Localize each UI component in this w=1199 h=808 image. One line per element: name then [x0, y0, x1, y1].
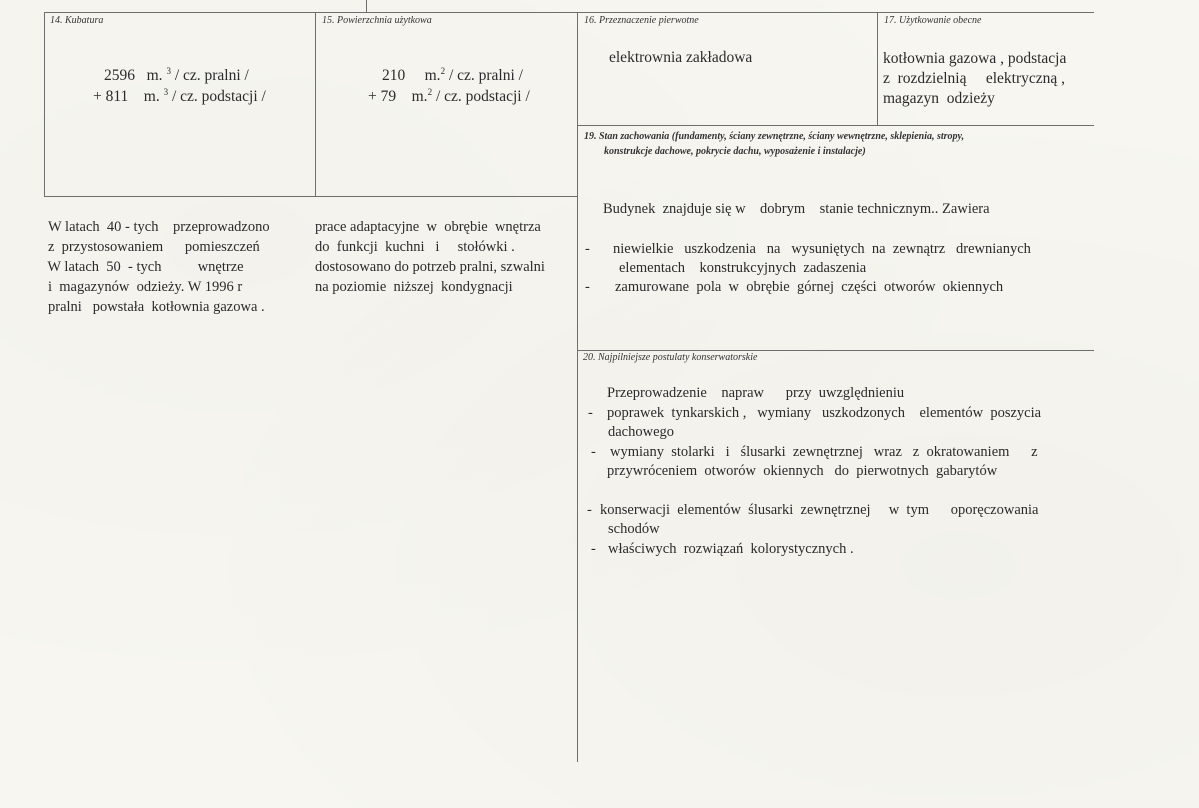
uzytkowanie-line-3: magazyn odzieży — [883, 90, 995, 107]
stan-item-1-line-1: niewielkie uszkodzenia na wysuniętych na zewnątrz drewnianych — [613, 241, 1031, 257]
przeznaczenie-label: 16. Przeznaczenie pierwotne — [584, 15, 699, 26]
row-divider-19 — [577, 125, 1094, 126]
history-col1-line-3: W latach 50 - tych wnętrze — [44, 259, 244, 275]
kubatura-line-1 — [104, 66, 249, 86]
powierzchnia-line-2 — [368, 87, 530, 107]
stan-item-1-dash: - — [585, 241, 590, 257]
stan-item-2-line-1: zamurowane pola w obrębie górnej części otworów okiennych — [615, 279, 1004, 295]
history-col2-line-2: do funkcji kuchni i stołówki . — [315, 239, 515, 255]
kubatura-label: 14. Kubatura — [50, 15, 104, 26]
kubatura-sup-1: 3 — [166, 66, 171, 76]
postulaty-item-3-line-1: konserwacji elementów ślusarki zewnętrznej w tym oporęczowania — [600, 502, 1039, 518]
postulaty-item-1-line-2: dachowego — [608, 424, 675, 440]
stan-item-2-dash: - — [585, 279, 590, 295]
divider-14-15 — [315, 12, 316, 197]
kubatura-unit-2: m. — [143, 88, 160, 105]
history-col1-line-4: i magazynów odzieży. W 1996 r — [48, 279, 243, 295]
kubatura-value-2: + 811 — [93, 88, 129, 105]
uzytkowanie-line-2: z rozdzielnią elektryczną , — [883, 70, 1066, 87]
powierzchnia-sup-2: 2 — [427, 87, 433, 97]
stan-label-line-2: konstrukcje dachowe, pokrycie dachu, wyposażenie i instalacje) — [604, 146, 866, 157]
history-col1-line-2: z przystosowaniem pomieszczeń — [48, 239, 260, 255]
postulaty-item-3-line-2: schodów — [608, 521, 660, 537]
row-divider-left — [44, 196, 577, 197]
postulaty-item-3-dash: - — [587, 502, 592, 518]
postulaty-item-2-line-1: wymiany stolarki i ślusarki zewnętrznej wraz z okratowaniem z — [610, 444, 1038, 460]
powierzchnia-desc-1: / cz. pralni / — [448, 67, 523, 84]
stan-item-1-line-2: elementach konstrukcyjnych zadaszenia — [619, 260, 867, 276]
powierzchnia-value-1: 210 — [382, 67, 406, 84]
powierzchnia-unit-2: m. — [411, 88, 428, 105]
postulaty-intro: Przeprowadzenie napraw przy uwzględnieniu — [607, 385, 905, 401]
uzytkowanie-label: 17. Użytkowanie obecne — [884, 15, 982, 26]
przeznaczenie-value: elektrownia zakładowa — [609, 49, 753, 66]
postulaty-item-4-line-1: właściwych rozwiązań kolorystycznych . — [608, 541, 854, 557]
kubatura-desc-2: / cz. podstacji / — [171, 88, 266, 105]
powierzchnia-unit-1: m. — [424, 67, 441, 84]
history-col1-line-1: W latach 40 - tych przeprowadzono — [48, 219, 270, 235]
postulaty-item-2-line-2: przywróceniem otworów okiennych do pierwotnych gabarytów — [607, 463, 998, 479]
history-col2-line-4: na poziomie niższej kondygnacji — [315, 279, 513, 295]
postulaty-item-4-dash: - — [591, 541, 596, 557]
powierzchnia-value-2: + 79 — [368, 88, 397, 105]
history-col2-line-3: dostosowano do potrzeb pralni, szwalni — [315, 259, 545, 275]
top-border — [44, 12, 1094, 13]
powierzchnia-line-1 — [382, 66, 523, 86]
powierzchnia-label: 15. Powierzchnia użytkowa — [322, 15, 432, 26]
stan-intro: Budynek znajduje się w dobrym stanie technicznym.. Zawiera — [603, 201, 990, 217]
powierzchnia-desc-2: / cz. podstacji / — [435, 88, 530, 105]
kubatura-unit-1: m. — [146, 67, 163, 84]
left-border — [44, 12, 45, 197]
postulaty-item-1-dash: - — [588, 405, 593, 421]
history-col1-line-5: pralni powstała kotłownia gazowa . — [48, 299, 265, 315]
kubatura-desc-1: / cz. pralni / — [174, 67, 249, 84]
uzytkowanie-line-1: kotłownia gazowa , podstacja — [883, 50, 1067, 67]
postulaty-item-2-dash: - — [591, 444, 596, 460]
kubatura-line-2 — [93, 87, 266, 107]
stan-label-line-1: 19. Stan zachowania (fundamenty, ściany zewnętrzne, ściany wewnętrzne, sklepienia, stropy, — [584, 131, 965, 142]
powierzchnia-sup-1: 2 — [440, 66, 446, 76]
top-stub-line — [366, 0, 367, 12]
kubatura-value-1: 2596 — [104, 67, 135, 84]
divider-16-17 — [877, 12, 878, 125]
history-col2-line-1: prace adaptacyjne w obrębie wnętrza — [315, 219, 541, 235]
kubatura-sup-2: 3 — [163, 87, 169, 97]
postulaty-label: 20. Najpilniejsze postulaty konserwatorskie — [583, 352, 758, 363]
postulaty-item-1-line-1: poprawek tynkarskich , wymiany uszkodzonych elementów poszycia — [607, 405, 1042, 421]
